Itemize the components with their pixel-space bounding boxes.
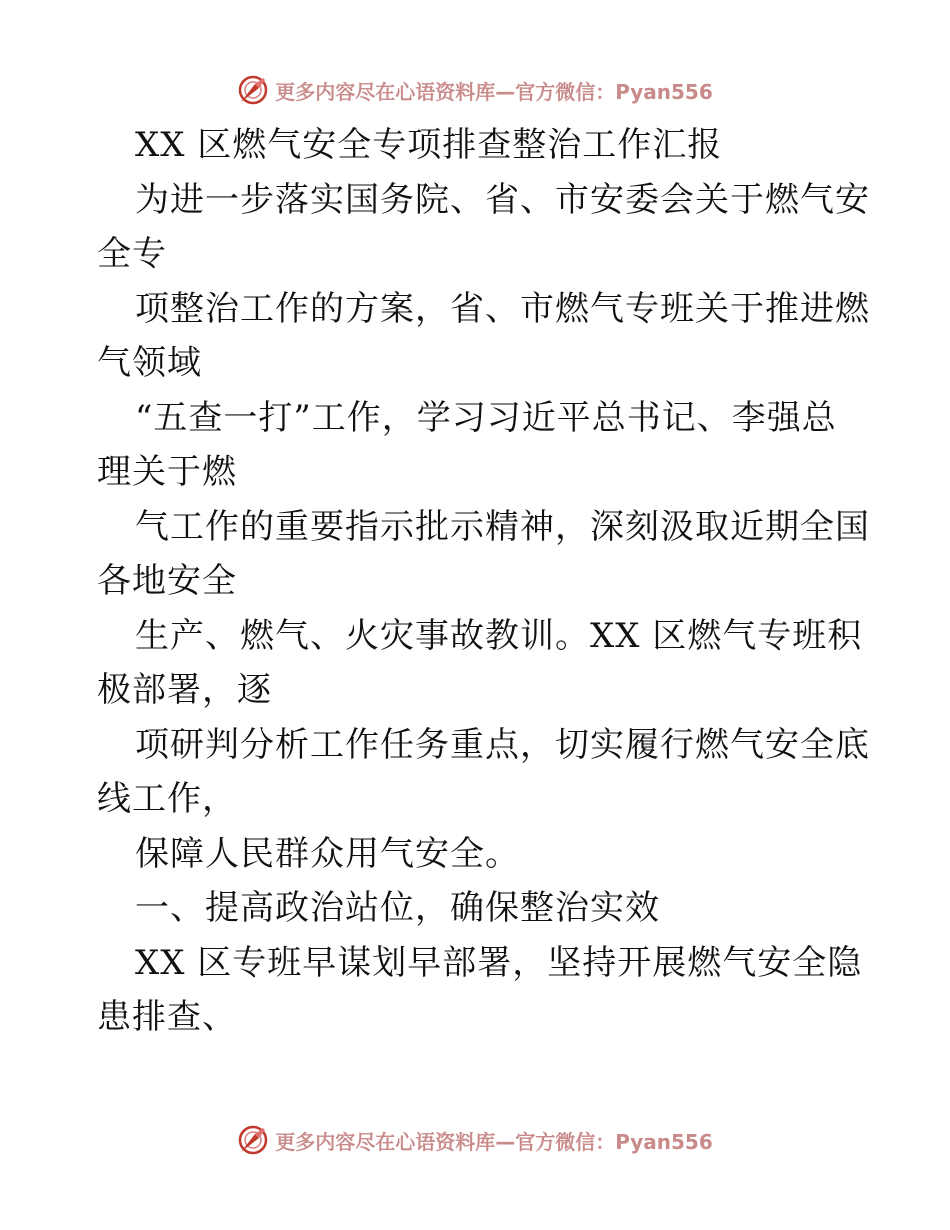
paragraph-line: 保障人民群众用气安全。 — [135, 833, 520, 874]
document-body — [97, 118, 870, 1045]
paragraph-line: 生产、燃气、火灾事故教训。XX 区燃气专班积 — [135, 615, 863, 656]
pen-nib-circle-icon — [237, 1124, 269, 1156]
paragraph-line: 项研判分析工作任务重点，切实履行燃气安全底 — [135, 724, 870, 765]
paragraph-line: 患排查、 — [97, 997, 237, 1037]
paragraph-line: 全专 — [97, 234, 167, 274]
paragraph-line: 线工作， — [97, 779, 237, 819]
paragraph-line: 项整治工作的方案，省、市燃气专班关于推进燃 — [135, 288, 870, 329]
paragraph-line: 各地安全 — [97, 561, 237, 601]
paragraph-line: 气工作的重要指示批示精神，深刻汲取近期全国 — [135, 506, 870, 547]
paragraph-line: 理关于燃 — [97, 452, 237, 492]
section-heading: 一、提高政治站位，确保整治实效 — [135, 888, 660, 928]
paragraph-line: 极部署，逐 — [97, 670, 272, 710]
pen-nib-circle-icon — [237, 74, 269, 106]
paragraph-line: 为进一步落实国务院、省、市安委会关于燃气安 — [135, 179, 870, 220]
paragraph-line: “五查一打”工作，学习习近平总书记、李强总 — [135, 397, 837, 438]
document-title: XX 区燃气安全专项排查整治工作汇报 — [135, 125, 723, 165]
paragraph-line: XX 区专班早谋划早部署，坚持开展燃气安全隐 — [135, 942, 863, 983]
watermark-text: 更多内容尽在心语资料库—官方微信：Pyan556 — [275, 1129, 713, 1154]
watermark-footer — [0, 1122, 950, 1158]
paragraph-line: 气领域 — [97, 343, 202, 383]
watermark-text: 更多内容尽在心语资料库—官方微信：Pyan556 — [275, 79, 713, 104]
watermark-header — [0, 72, 950, 108]
